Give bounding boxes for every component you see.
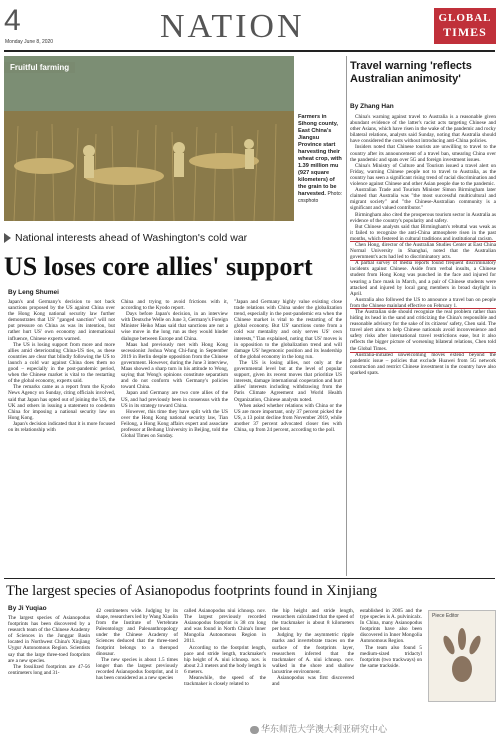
travel-body <box>350 114 496 574</box>
footprint-paragraph: The team also found 5 medium-sized tridactyl footprints (two trackways) on the same trackside. <box>360 644 422 669</box>
travel-paragraph-highlighted: The Australian side should recognize the real problem rather than hiding its head in the sand and criticizing the China's responsible and reasonable advisory for the sake of its citizens' safety, Chen said. The travel alert aims to help Chinese nationals avoid inconvenience and safety risks after international travel restrictions ease, but it also reflects the bigger picture of worsening bilateral relations, Chen told the Global Times. <box>350 309 496 352</box>
footprint-paragraph: 42 centimeters wide. Judging by its shape, researchers led by Wang Xiaolin from the Institute of Vertebrate Paleontology and Paleoanthropology under the Chinese Academy of Sciences deduced that the three-toed footprint belongs to a theropod dinosaur. <box>96 608 178 657</box>
travel-paragraph: China's Ministry of Culture and Tourism issued a travel alert on Friday, warning Chinese people not to travel to Australia, as the country has seen a significant rising trend of racial discrimination and violence against Chinese and other Asian people due to the pandemic. <box>350 162 496 188</box>
kicker-text: National interests ahead of Washington's cold war <box>15 232 248 244</box>
footprint-col-2 <box>96 608 178 737</box>
travel-paragraph: Australian Trade and Tourism Minister Simon Birmingham later claimed that Australia was "the most successful multicultural and migrant society" and "the Chinese-Australian community is a significant and valued contributor." <box>350 187 496 212</box>
footprint-col-4 <box>272 608 354 737</box>
footprint-paragraph: The largest species of Asianopodus footprints has been discovered by a research team of the Chinese Academy of Sciences in the Junggar Basin located in Northwest China's Xinjiang Uygur Autonomous Region. Scientists say that the large three-toed footprints are a new species. <box>8 615 90 664</box>
travel-paragraph: A partial survey of media reports found frequent discriminatory incidents against Chinese. Aside from verbal insults, a Chinese student from Hong Kong was punched in the face and injured for wearing a face mask in March, and a pair of Chinese students were attacked and injured by local gang members in broad daylight in April. <box>350 260 496 297</box>
page-number: 4 <box>4 4 21 37</box>
footprint-paragraph: the hip height and stride length, researchers calculated that the speed of the trackmaker is about 8 kilometers per hour. <box>272 608 354 633</box>
allies-paragraph: When asked whether relations with China or the US are more important, only 37 percent picked the US, a 13 point decline from November 2019, while another 37 percent advocated closer ties with China, up from 24 percent, according to the poll. <box>234 402 342 433</box>
farming-photo <box>4 56 294 221</box>
photo-caption <box>298 114 342 205</box>
travel-paragraph: China's warning against travel to Australia is a reasonable given abundant evidence of the latter's racist acts targeting Chinese and other Asians, which have risen in the wake of the pandemic and rocky bilateral relations, analysts said Sunday, noting that Australia should have considered the costs without introducing anti-China policies. <box>350 114 496 145</box>
allies-paragraph: China and trying to avoid frictions with it, according to the Kyodo report. <box>121 299 228 312</box>
allies-col-3 <box>234 299 342 571</box>
footprint-col-1 <box>8 615 90 737</box>
footprint-paragraph: According to the footprint length, pace and stride length, trackmaker's hip height of A. niui ichnosp. nov. is about 2.3 meters and the body length is 6 meters. <box>184 644 266 675</box>
issue-date: Monday June 8, 2020 <box>5 39 54 45</box>
allies-headline: US loses core allies' support <box>4 252 313 281</box>
travel-paragraph: But Chinese analysts said that Birmingham's rebuttal was weak as it failed to recognize the anti-China atmosphere risen in the past months, which festered in cultural traditions and institutional racism. <box>350 223 496 242</box>
kicker <box>4 232 344 244</box>
editor-graphic <box>428 610 496 702</box>
section-rule <box>4 578 495 579</box>
footprint-paragraph: called Asianopodus niui ichnosp. nov. The largest previously recorded Asianopodus footprint is 38 cm long and was found in North China's Inner Mongolia Autonomous Region in 2011. <box>184 608 266 645</box>
watermark-text: 华东师范大学澳大利亚研究中心 <box>261 725 388 735</box>
kicker-arrow-icon <box>4 233 11 243</box>
allies-paragraph: Days before Japan's decision, in an interview with Deutsche Welle on June 3, Germany's Foreign Minister Heiko Maas said that sanctions are not a wise move in the long run as they would hinder dialogue between Europe and China. <box>121 311 228 342</box>
allies-col-1 <box>8 299 115 571</box>
travel-paragraph: Australia-initiated unwelcoming moves extend beyond the pandemic issue – policies that exclude Huawei from 5G network construction and restrict Chinese investment in the country have also sparked spats. <box>350 351 496 376</box>
allies-paragraph: Japan and Germany are two core allies of the US, and had previously been in consensus with the US in its strategy toward China. <box>121 390 228 409</box>
footprint-paragraph: The new species is about 1.5 times longer than the largest previously recorded Asianopodus footprint, and it has been considered as a new species <box>96 656 178 682</box>
masthead-logo <box>434 8 496 44</box>
wechat-icon <box>250 726 259 734</box>
photo-caption-text: Farmers in Sihong county, East China's Jiangsu Province start harvesting their wheat crop, with 1.39 million mu (927 square kilometers) of the grain to be harvested. <box>298 114 342 197</box>
allies-paragraph: Japan's decision indicated that it is more focused on its relationship with <box>8 420 115 433</box>
footprint-byline: By Ji Yuqiao <box>8 605 47 612</box>
footprint-paragraph: The fossilized footprints are 47-56 centimeters long and 31- <box>8 663 90 676</box>
photo-credit: Photo: cnsphoto <box>298 191 343 204</box>
travel-paragraph-highlighted: Chen Hong, director of the Australian Studies Center at East China Normal University in Shanghai, noted that the Australian government's acts had led to discriminatory acts. <box>350 241 496 261</box>
allies-byline: By Leng Shumei <box>8 289 59 296</box>
footprint-paragraph: Asianopodus was first discovered and <box>272 675 354 688</box>
travel-paragraph: Insiders noted that Chinese tourists are unwilling to travel to the country after its announcement of a travel ban, smearing China over the pandemic and spats over 5G and foreign investment issues. <box>350 144 496 163</box>
allies-paragraph: Japan's and Germany's decision to not back sanctions proposed by the US against China over the Hong Kong national security law further demonstrates that US' "ganged sanction" will not put pressure on China as was its intention, but rather hurt US' own economy and international influence, Chinese experts warned. <box>8 299 115 342</box>
watermark <box>250 722 387 735</box>
footprint-icon <box>429 621 495 691</box>
footprint-paragraph: Meanwhile, the speed of the trackmaker is closely related to <box>184 675 266 688</box>
logo-bottom-text: TIMES <box>443 25 487 39</box>
travel-paragraph: Birmingham also cited the prosperous tourism sector in Australia as evidence of the country's popularity and safety. <box>350 211 496 224</box>
wheat-field-illustration <box>4 56 294 221</box>
allies-paragraph: The remarks came as a report from the Kyodo News Agency on Sunday, citing officials involved, said that Japan has opted out of joining the US, the UK and others in issuing a statement to condemn China for imposing a national security law on Hong Kong. <box>8 384 115 421</box>
footprint-col-5 <box>360 608 422 737</box>
allies-paragraph: "Japan and Germany highly value existing close trade relations with China under the globalization trend, especially in the post-pandemic era when the Chinese market is vital to the restarting of the global economy. But US' sanctions come from a cold war mentality and only serves US' own interests," Tian explained, noting that US' moves is in opposition to the globalization trend and will damage US' hegemonic position and its leadership of the global economy in the long run. <box>234 299 342 360</box>
column-divider <box>346 56 347 576</box>
footprint-paragraph: established in 2005 and the type species is A. pulvinicalx. In China, many Asianopodus footprints have also been discovered in Inner Mongolia Autonomous Region. <box>360 608 422 645</box>
travel-headline: Travel warning 'reflects Australian animosity' <box>350 60 472 85</box>
footprint-paragraph: Judging by the asymmetric ripple marks and invertebrate traces on the surface of the footprints layer, researchers inferred that the trackmaker of A. niui ichnosp. nov. walked in the shore and shallow lacustrine environment. <box>272 632 354 675</box>
footprint-headline: The largest species of Asianopodus footprints found in Xinjiang <box>6 583 378 599</box>
allies-paragraph: The US is losing support from more and more allies amid deteriorating China-US ties, as these countries are clear that blindly following the US to launch a cold war against China does them no good – especially in the post-pandemic period, when the Chinese market is vital to the restarting of the global economy, experts said. <box>8 341 115 385</box>
section-title: NATION <box>160 8 305 45</box>
logo-top-text: GLOBAL <box>438 12 492 24</box>
allies-paragraph: The US is losing allies, not only at the governmental level but at the level of popular support, given its recent moves that prioritize US interests, damage international cooperation and hurt allies' interests including withdrawing from the Paris Climate Agreement and World Health Organization, Chinese analysts noted. <box>234 359 342 403</box>
allies-col-2 <box>121 299 228 571</box>
travel-byline: By Zhang Han <box>350 103 394 110</box>
header-rule <box>4 50 495 52</box>
travel-paragraph: Australia also followed the US to announce a travel ban on people from the Chinese mainland effective on February 1. <box>350 296 496 309</box>
allies-paragraph: Maas had previously met with Hong Kong secessionist Joshua Wong Chi-fung in September 2019 in Berlin despite opposition from the Chinese government. However, during the June 3 interview, Maas showed a sharp turn in his attitude to Wong, saying that Wong's opinions constitute separatism and do not conform with Germany's policies toward China. <box>121 341 228 391</box>
editor-graphic-label: Piece Editor <box>432 613 459 619</box>
footprint-col-3 <box>184 608 266 737</box>
photo-tag: Fruitful farming <box>4 62 75 73</box>
allies-paragraph: However, this time they have split with the US over the Hong Kong national security law, Tian Feilong, a Hong Kong affairs expert and associate professor at Beihang University in Beijing, told the Global Times on Sunday. <box>121 408 228 440</box>
